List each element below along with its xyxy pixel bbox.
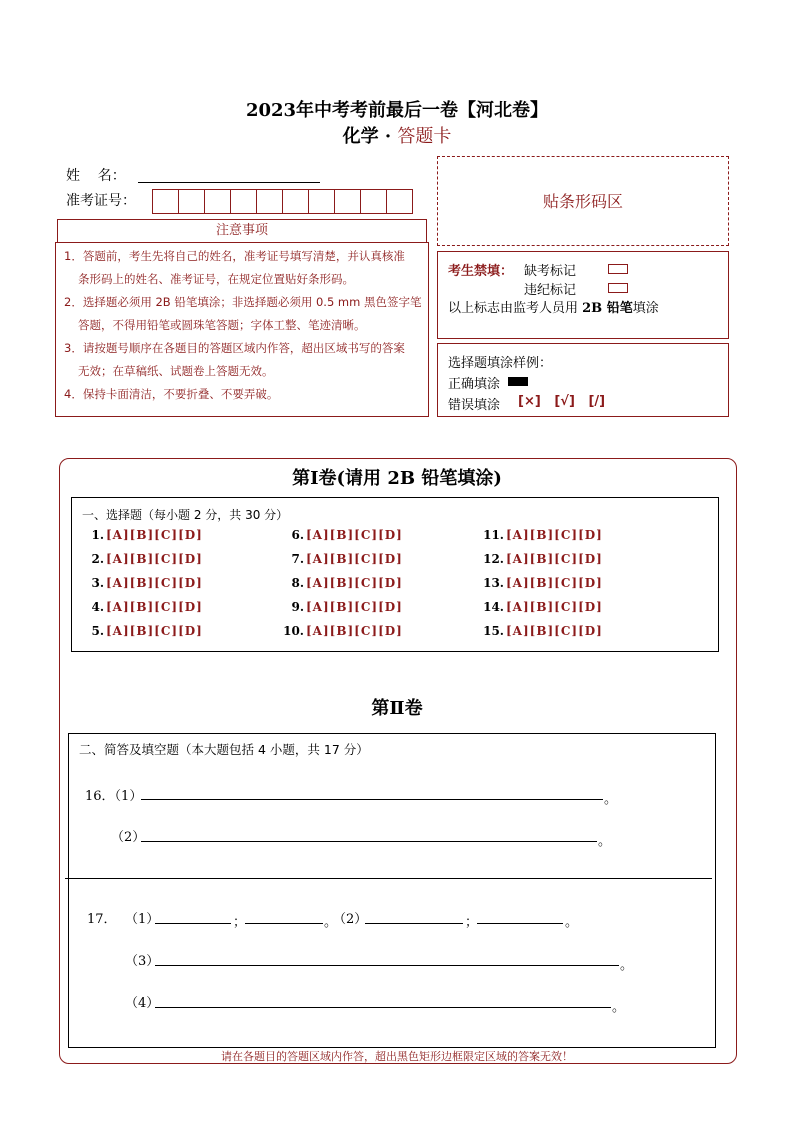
notice-line: 答题，不得用铅笔或圆珠笔答题；字体工整、笔迹清晰。: [78, 318, 366, 332]
mcq-question[interactable]: 5. [A][B][C][D]: [91, 624, 203, 638]
ban-label: 考生禁填：: [448, 264, 514, 279]
mcq-question[interactable]: 9. [A][B][C][D]: [291, 600, 403, 614]
mcq-question[interactable]: 13. [A][B][C][D]: [483, 576, 603, 590]
semicolon: ；: [233, 915, 247, 930]
id-digit-box[interactable]: [386, 189, 413, 214]
subject-title: [0, 122, 794, 148]
q17-4-blank[interactable]: [155, 1006, 611, 1008]
short-answer-box: [68, 733, 716, 1048]
wrong-fill-label: 错误填涂: [448, 398, 501, 413]
section1-title: 第Ⅰ卷(请用 2B 铅笔填涂): [292, 468, 502, 489]
footer-warning: 请在各题目的答题区域内作答，超出黑色矩形边框限定区域的答案无效！: [221, 1050, 573, 1063]
mcq-question[interactable]: 10. [A][B][C][D]: [283, 624, 403, 638]
notice-line: 1．答题前，考生先将自己的姓名，准考证号填写清楚，并认真核准: [64, 249, 405, 263]
id-digit-box[interactable]: [204, 189, 231, 214]
id-digit-box[interactable]: [334, 189, 361, 214]
mcq-question[interactable]: 3. [A][B][C][D]: [91, 576, 203, 590]
barcode-label: 贴条形码区: [542, 192, 623, 211]
semicolon: ；: [465, 915, 479, 930]
q16-1-blank[interactable]: [141, 798, 603, 800]
id-digit-box[interactable]: [152, 189, 179, 214]
period: 。: [565, 915, 579, 930]
mcq-question[interactable]: 2. [A][B][C][D]: [91, 552, 203, 566]
period: 。: [324, 915, 338, 930]
q17-3-label: （3）: [125, 954, 160, 969]
q17-1b-blank[interactable]: [245, 922, 323, 924]
period: 。: [620, 958, 634, 973]
notice-line: 无效；在草稿纸、试题卷上答题无效。: [78, 364, 274, 378]
mcq-question[interactable]: 6. [A][B][C][D]: [291, 528, 403, 542]
id-digit-box[interactable]: [360, 189, 387, 214]
barcode-area: [437, 156, 729, 246]
absent-mark[interactable]: [608, 264, 628, 274]
mcq-question[interactable]: 11. [A][B][C][D]: [483, 528, 603, 542]
violation-label: 违纪标记: [524, 283, 577, 298]
name-field[interactable]: [138, 181, 320, 183]
mcq-title: 一、选择题（每小题 2 分，共 30 分）: [82, 508, 289, 522]
id-digit-box[interactable]: [178, 189, 205, 214]
subject-name: 化学: [342, 126, 379, 147]
id-digit-box[interactable]: [230, 189, 257, 214]
mcq-question[interactable]: 15. [A][B][C][D]: [483, 624, 603, 638]
notice-box: [55, 242, 429, 417]
notice-line: 3．请按题号顺序在各题目的答题区域内作答，超出区域书写的答案: [64, 341, 405, 355]
q17-3-blank[interactable]: [155, 964, 619, 966]
q17-4-label: （4）: [125, 996, 160, 1011]
id-digit-box[interactable]: [282, 189, 309, 214]
q17-label: 17．: [87, 912, 117, 927]
absent-label: 缺考标记: [524, 264, 577, 279]
question-divider: [65, 878, 712, 879]
mcq-question[interactable]: 1. [A][B][C][D]: [91, 528, 203, 542]
examiner-only-box: [437, 251, 729, 339]
mcq-question[interactable]: 7. [A][B][C][D]: [291, 552, 403, 566]
notice-line: 2．选择题必须用 2B 铅笔填涂；非选择题必须用 0.5 mm 黑色签字笔: [64, 295, 422, 309]
mcq-question[interactable]: 12. [A][B][C][D]: [483, 552, 603, 566]
mcq-question[interactable]: 8. [A][B][C][D]: [291, 576, 403, 590]
id-digit-box[interactable]: [308, 189, 335, 214]
section2-title: 第Ⅱ卷: [371, 698, 423, 719]
exam-id-boxes[interactable]: [152, 189, 412, 214]
correct-fill-mark: [508, 377, 528, 386]
mcq-question[interactable]: 4. [A][B][C][D]: [91, 600, 203, 614]
part2-title: 二、简答及填空题（本大题包括 4 小题，共 17 分）: [79, 742, 369, 757]
mcq-question[interactable]: 14. [A][B][C][D]: [483, 600, 603, 614]
wrong-fill-marks: [×] [√] [/]: [518, 394, 606, 409]
violation-mark[interactable]: [608, 283, 628, 293]
id-digit-box[interactable]: [256, 189, 283, 214]
id-label: 准考证号：: [66, 193, 136, 209]
q16-label: 16．（1）: [85, 789, 143, 804]
notice-title: 注意事项: [57, 219, 427, 243]
period: 。: [612, 1000, 626, 1015]
q17-1a-blank[interactable]: [155, 922, 231, 924]
answer-card-label: 答题卡: [397, 126, 452, 147]
sample-title: 选择题填涂样例：: [448, 356, 553, 371]
exam-title: 2023年中考考前最后一卷【河北卷】: [245, 100, 549, 121]
period: 。: [604, 792, 618, 807]
correct-fill-label: 正确填涂: [448, 377, 501, 392]
ban-note: 以上标志由监考人员用 2B 铅笔填涂: [448, 301, 659, 316]
period: 。: [598, 834, 612, 849]
notice-line: 4．保持卡面清洁，不要折叠、不要弄破。: [64, 387, 279, 401]
q17-1-label: （1）: [125, 912, 160, 927]
fill-sample-box: [437, 343, 729, 417]
q17-2-label: （2）: [333, 912, 368, 927]
q17-2b-blank[interactable]: [477, 922, 563, 924]
notice-line: 条形码上的姓名、准考证号，在规定位置贴好条形码。: [78, 272, 354, 286]
q16-2-blank[interactable]: [141, 840, 597, 842]
q16-2-label: （2）: [111, 830, 146, 845]
q17-2a-blank[interactable]: [365, 922, 463, 924]
name-label: 姓 名：: [66, 168, 126, 184]
title-dot: ·: [384, 126, 392, 147]
mcq-box: [71, 497, 719, 652]
